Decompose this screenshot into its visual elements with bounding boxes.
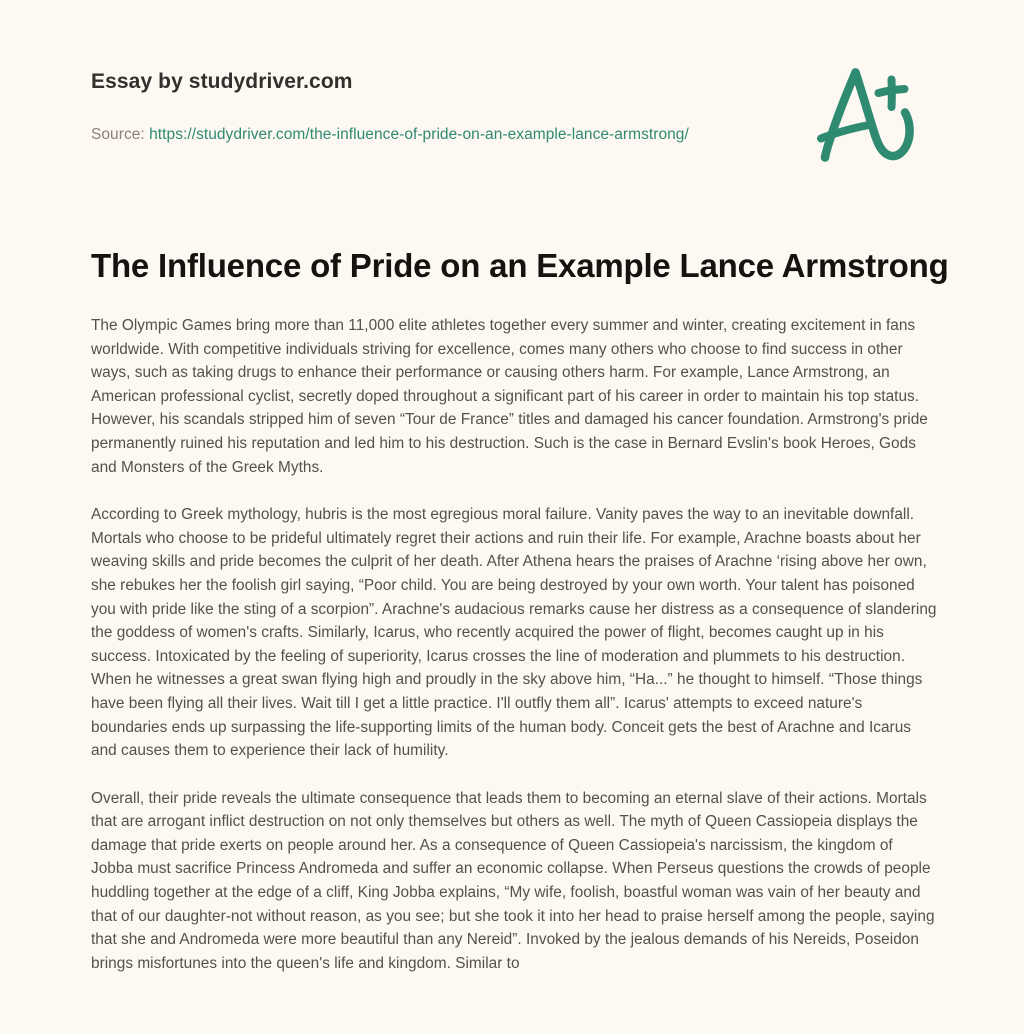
source-url-link[interactable]: https://studydriver.com/the-influence-of-pride-on-an-example-lance-armstrong/ xyxy=(149,126,689,143)
paragraph: The Olympic Games bring more than 11,000 elite athletes together every summer and winter, creating excitement in fans worldwide. With competitive individuals striving for excellence, comes many others who choose to find success in other ways, such as taking drugs to enhance their performance or causing others harm. For example, Lance Armstrong, an American professional cyclist, secretly doped throughout a significant part of his career in order to maintain his top status. However, his scandals stripped him of seven “Tour de France” titles and damaged his cancer foundation. Armstrong's pride permanently ruined his reputation and led him to his destruction. Such is the case in Bernard Evslin's book Heroes, Gods and Monsters of the Greek Myths. xyxy=(91,317,928,476)
paragraph: According to Greek mythology, hubris is the most egregious moral failure. Vanity paves the way to an inevitable downfall. Mortals who choose to be prideful ultimately regret their actions and ruin their life. For example, Arachne boasts about her weaving skills and pride becomes the culprit of her death. After Athena hears the praises of Arachne ‘rising above her own, she rebukes her the foolish girl saying, “Poor child. You are being destroyed by your own worth. Your talent has poisoned you with pride like the sting of a scorpion”. Arachne's audacious remarks cause her distress as a consequence of slandering the goddess of women's crafts. Similarly, Icarus, who recently acquired the power of flight, becomes caught up in his success. Intoxicated by the feeling of superiority, Icarus crosses the line of moderation and plummets to his destruction. When he witnesses a great swan flying high and proudly in the sky above him, “Ha...” he thought to himself. “Those things have been flying all their lives. Wait till I get a little practice. I'll outfly them all”. Icarus' attempts to exceed nature's boundaries ends up surpassing the life-supporting limits of the human body. Conceit gets the best of Arachne and Icarus and causes them to experience their lack of humility. xyxy=(91,506,937,760)
byline: Essay by studydriver.com xyxy=(91,70,353,93)
page-header xyxy=(0,0,1024,200)
a-plus-logo-icon xyxy=(806,58,926,173)
paragraph: Overall, their pride reveals the ultimate consequence that leads them to becoming an eternal slave of their actions. Mortals that are arrogant inflict destruction on not only themselves but others as well. The myth of Queen Cassiopeia displays the damage that pride exerts on people around her. As a consequence of Queen Cassiopeia's narcissism, the kingdom of Jobba must sacrifice Princess Andromeda and suffer an economic collapse. When Perseus questions the crowds of people huddling together at the edge of a cliff, King Jobba explains, “My wife, foolish, boastful woman was vain of her beauty and that of our daughter-not without reason, as you see; but she took it into her head to praise herself among the people, saying that she and Andromeda were more beautiful than any Nereid”. Invoked by the jealous demands of his Nereids, Poseidon brings misfortunes into the queen's life and kingdom. Similar to xyxy=(91,789,935,972)
article-body xyxy=(91,314,939,975)
source-line xyxy=(91,126,689,144)
source-label: Source: xyxy=(91,126,145,143)
page-title: The Influence of Pride on an Example Lance Armstrong xyxy=(91,247,949,284)
studydriver-logo[interactable] xyxy=(806,58,926,173)
essay-article xyxy=(91,246,949,975)
